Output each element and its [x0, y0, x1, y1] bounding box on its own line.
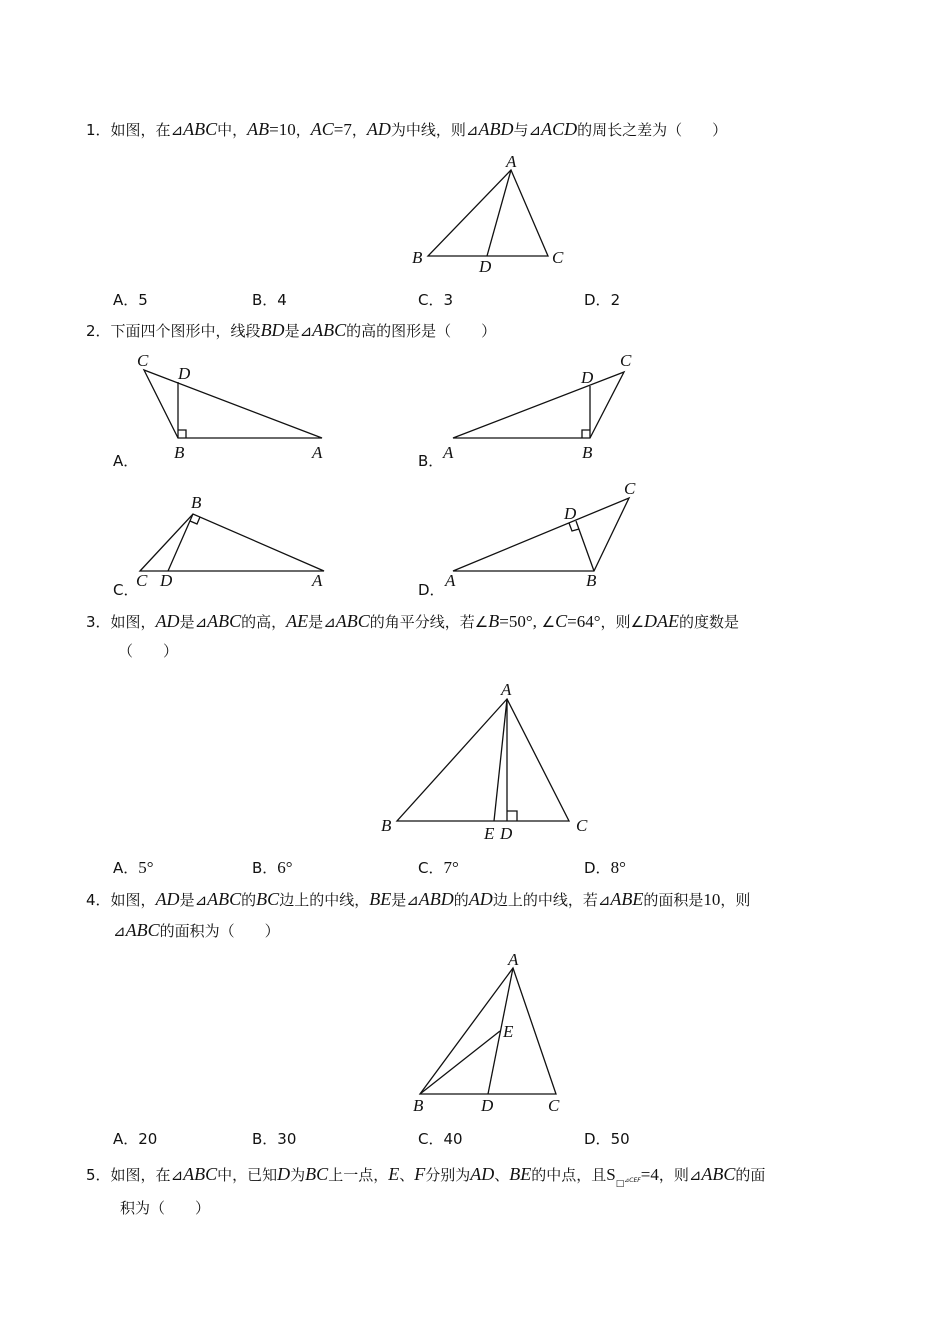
q2a-label-c: C — [137, 351, 149, 370]
q1-stem: 1．如图，在⊿ABC中，AB=10，AC=7，AD为中线，则⊿ABD与⊿ACD的周长之差为（ ） — [86, 119, 728, 139]
q1-option-c[interactable]: C．3 — [418, 291, 454, 309]
q2a-label-a: A — [312, 443, 323, 462]
q2-figure-d — [435, 478, 645, 595]
q4-label-d: D — [481, 1096, 494, 1115]
q2d-label-c: C — [624, 479, 636, 498]
q4-number: 4． — [86, 891, 111, 909]
q2b-triangle — [453, 372, 624, 438]
q4-figure — [400, 948, 580, 1116]
q4-stem: 4．如图，AD是⊿ABC的BC边上的中线，BE是⊿ABD的AD边上的中线，若⊿ABE的面积是10，则 — [86, 889, 751, 909]
q3-label-b: B — [381, 816, 392, 835]
q2b-label-d: D — [581, 368, 594, 387]
q1-option-d[interactable]: D．2 — [584, 291, 621, 309]
q1-label-c: C — [552, 248, 564, 267]
q2b-label-b: B — [582, 443, 593, 462]
q1-figure — [400, 150, 580, 275]
q5-stem: 5．如图，在⊿ABC中，已知D为BC上一点，E、F分别为AD、BE的中点，且$S_□⊿CEF=4$，则⊿ABC的面 — [86, 1164, 766, 1189]
q2b-label-a: A — [443, 443, 454, 462]
q2-stem: 2．下面四个图形中，线段BD是⊿ABC的高的图形是（ ） — [86, 320, 497, 340]
q2-figure-c — [130, 490, 340, 595]
q2-number: 2． — [86, 322, 111, 340]
q2c-label-c: C — [136, 571, 148, 590]
q1-triangle — [428, 170, 548, 256]
q1-number: 1． — [86, 121, 111, 139]
q2d-label-b: B — [586, 571, 597, 590]
q1-option-a[interactable]: A．5 — [113, 291, 148, 309]
q4-stem-line2: ⊿ABC的面积为（ ） — [113, 920, 280, 940]
q2a-right-angle — [178, 430, 186, 438]
q4-label-b: B — [413, 1096, 424, 1115]
q4-option-a[interactable]: A．20 — [113, 1130, 158, 1148]
q3-label-c: C — [576, 816, 588, 835]
q2-option-b[interactable]: B． — [418, 452, 444, 470]
q2-option-c[interactable]: C． — [113, 581, 139, 599]
q2c-triangle — [140, 514, 324, 571]
q5-number: 5． — [86, 1166, 111, 1184]
q3-stem-line2: （ ） — [118, 642, 179, 660]
q1-label-b: B — [412, 248, 423, 267]
q2b-right-angle — [582, 430, 590, 438]
q1-label-a: A — [506, 152, 517, 171]
q2d-triangle — [453, 498, 629, 571]
q3-label-a: A — [501, 680, 512, 699]
q1-option-b[interactable]: B．4 — [252, 291, 287, 309]
q2a-triangle — [144, 370, 322, 438]
q3-bisector-ae — [494, 699, 507, 821]
q3-option-c[interactable]: C．7° — [418, 858, 459, 877]
q4-option-d[interactable]: D．50 — [584, 1130, 630, 1148]
q3-label-d: D — [500, 824, 513, 843]
q2a-label-b: B — [174, 443, 185, 462]
q3-label-e: E — [484, 824, 495, 843]
q2c-label-b: B — [191, 493, 202, 512]
q2-figure-a — [130, 348, 340, 466]
q2d-label-d: D — [564, 504, 577, 523]
q3-option-a[interactable]: A．5° — [113, 858, 154, 877]
q4-label-e: E — [503, 1022, 514, 1041]
q2c-label-a: A — [312, 571, 323, 590]
q2-option-d[interactable]: D． — [418, 581, 445, 599]
q2d-label-a: A — [445, 571, 456, 590]
q4-label-c: C — [548, 1096, 560, 1115]
q2-option-a[interactable]: A． — [113, 452, 139, 470]
q3-option-b[interactable]: B．6° — [252, 858, 293, 877]
q2c-segment-bd — [168, 514, 193, 571]
q4-label-a: A — [508, 950, 519, 969]
q3-number: 3． — [86, 613, 111, 631]
q3-right-angle — [507, 811, 517, 821]
q3-triangle — [397, 699, 569, 821]
q2c-label-d: D — [160, 571, 173, 590]
q3-stem: 3．如图，AD是⊿ABC的高，AE是⊿ABC的角平分线，若∠B=50°, ∠C=64°，则∠DAE的度数是 — [86, 611, 740, 631]
q4-option-b[interactable]: B．30 — [252, 1130, 297, 1148]
q3-figure — [370, 678, 600, 846]
q2-figure-b — [435, 348, 645, 466]
q1-label-d: D — [479, 257, 492, 275]
q3-option-d[interactable]: D．8° — [584, 858, 626, 877]
q4-option-c[interactable]: C．40 — [418, 1130, 463, 1148]
q4-triangle — [420, 968, 556, 1094]
q2a-label-d: D — [178, 364, 191, 383]
q2b-label-c: C — [620, 351, 632, 370]
q5-stem-line2: 积为（ ） — [120, 1199, 211, 1217]
